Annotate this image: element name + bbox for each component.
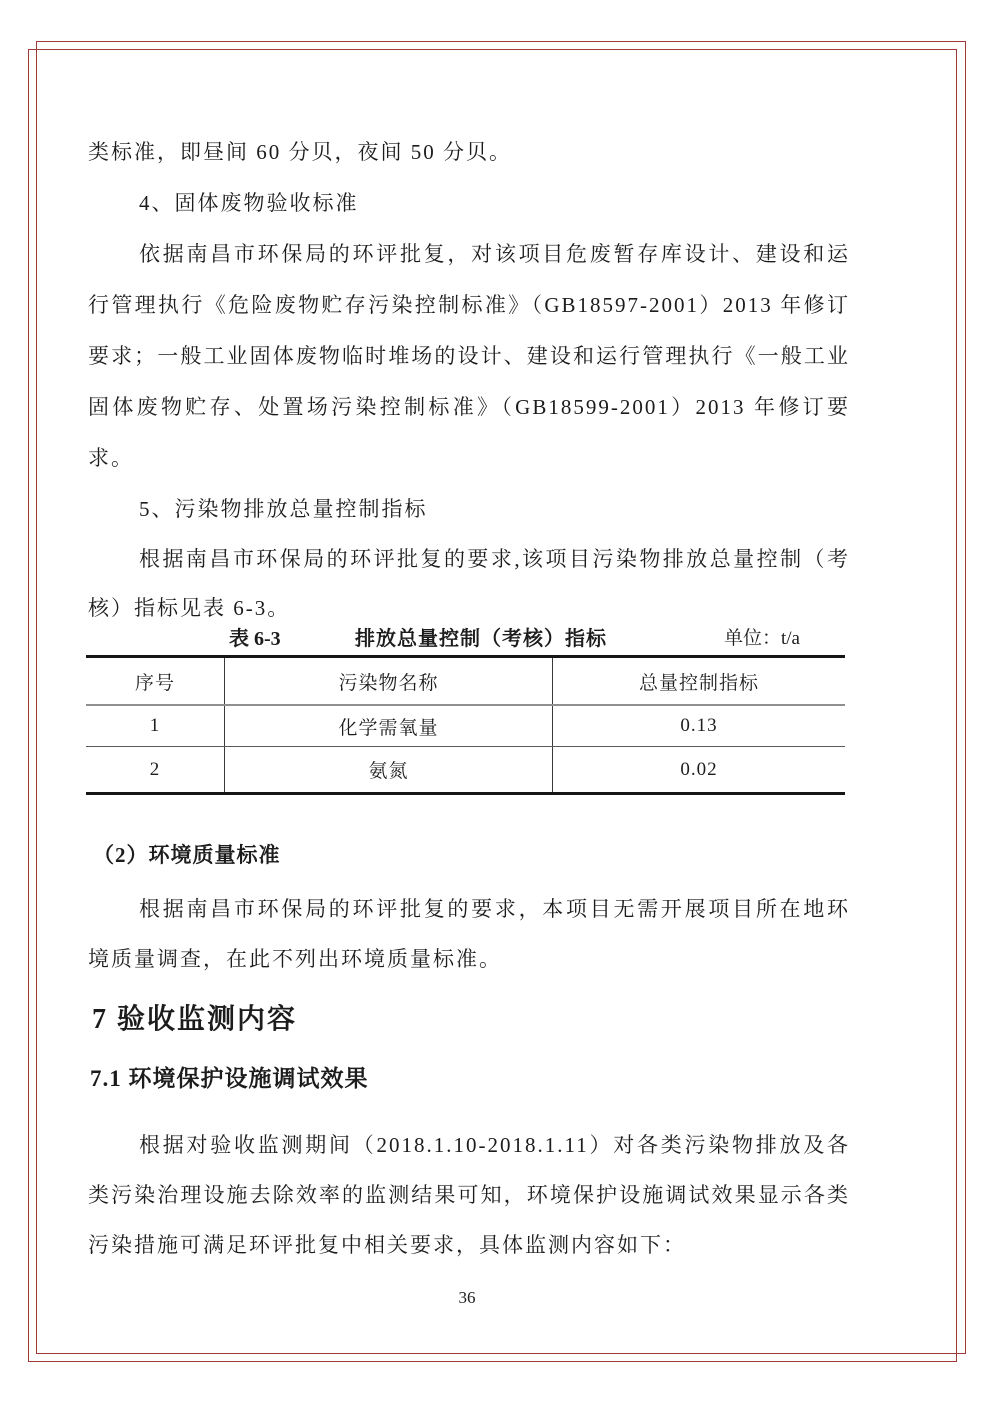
paragraph-solid-waste-heading: 4、固体废物验收标准 [139,191,359,215]
table-header-cell: 污染物名称 [225,658,553,704]
table-title: 排放总量控制（考核）指标 [355,628,607,650]
table-caption [86,622,846,654]
table-row [86,747,845,792]
paragraph-section-7-1-body: 根据对验收监测期间（2018.1.10-2018.1.11）对各类污染物排放及各类污染治理设施去除效率的监测结果可知，环境保护设施调试效果显示各类污染措施可满足环评批复中相关要求，具体监测内容如下： [88,1133,850,1257]
paragraph-solid-waste-body: 依据南昌市环保局的环评批复，对该项目危废暂存库设计、建设和运行管理执行《危险废物贮存污染控制标准》（GB18597-2001）2013 年修订要求；一般工业固体废物临时堆场的设计、建设和运行管理执行《一般工业固体废物贮存、处置场污染控制标准》（GB18599-2001）2013 年修订要求。 [88,242,850,470]
table-cell-value: 0.02 [680,758,718,780]
paragraph-env-quality-body: 根据南昌市环保局的环评批复的要求，本项目无需开展项目所在地环境质量调查，在此不列出环境质量标准。 [88,897,850,971]
table-cell-pollutant: 化学需氧量 [225,706,553,746]
table-header-cell: 序号 [86,658,225,704]
table-row [86,706,845,747]
table-6-3 [86,655,845,795]
heading-chapter-7: 7 验收监测内容 [92,1004,298,1035]
table-unit-label: 单位：t/a [724,628,800,649]
heading-env-quality-standard: （2）环境质量标准 [93,843,281,867]
table-header-row [86,658,845,706]
table-cell-index: 1 [86,706,225,746]
table-header-cell: 总量控制指标 [638,672,759,694]
table-cell-index: 2 [86,747,225,792]
table-cell-pollutant: 氨氮 [225,747,553,792]
paragraph-noise-standard-tail: 类标准，即昼间 60 分贝，夜间 50 分贝。 [88,140,512,164]
page-number: 36 [458,1288,476,1307]
table-cell-value: 0.13 [680,715,718,736]
heading-section-7-1: 7.1 环境保护设施调试效果 [90,1066,369,1091]
table-label: 表 6-3 [229,628,281,650]
paragraph-total-control-body: 根据南昌市环保局的环评批复的要求,该项目污染物排放总量控制（考核）指标见表 6-3。 [88,547,850,620]
paragraph-total-control-heading: 5、污染物排放总量控制指标 [139,497,428,521]
